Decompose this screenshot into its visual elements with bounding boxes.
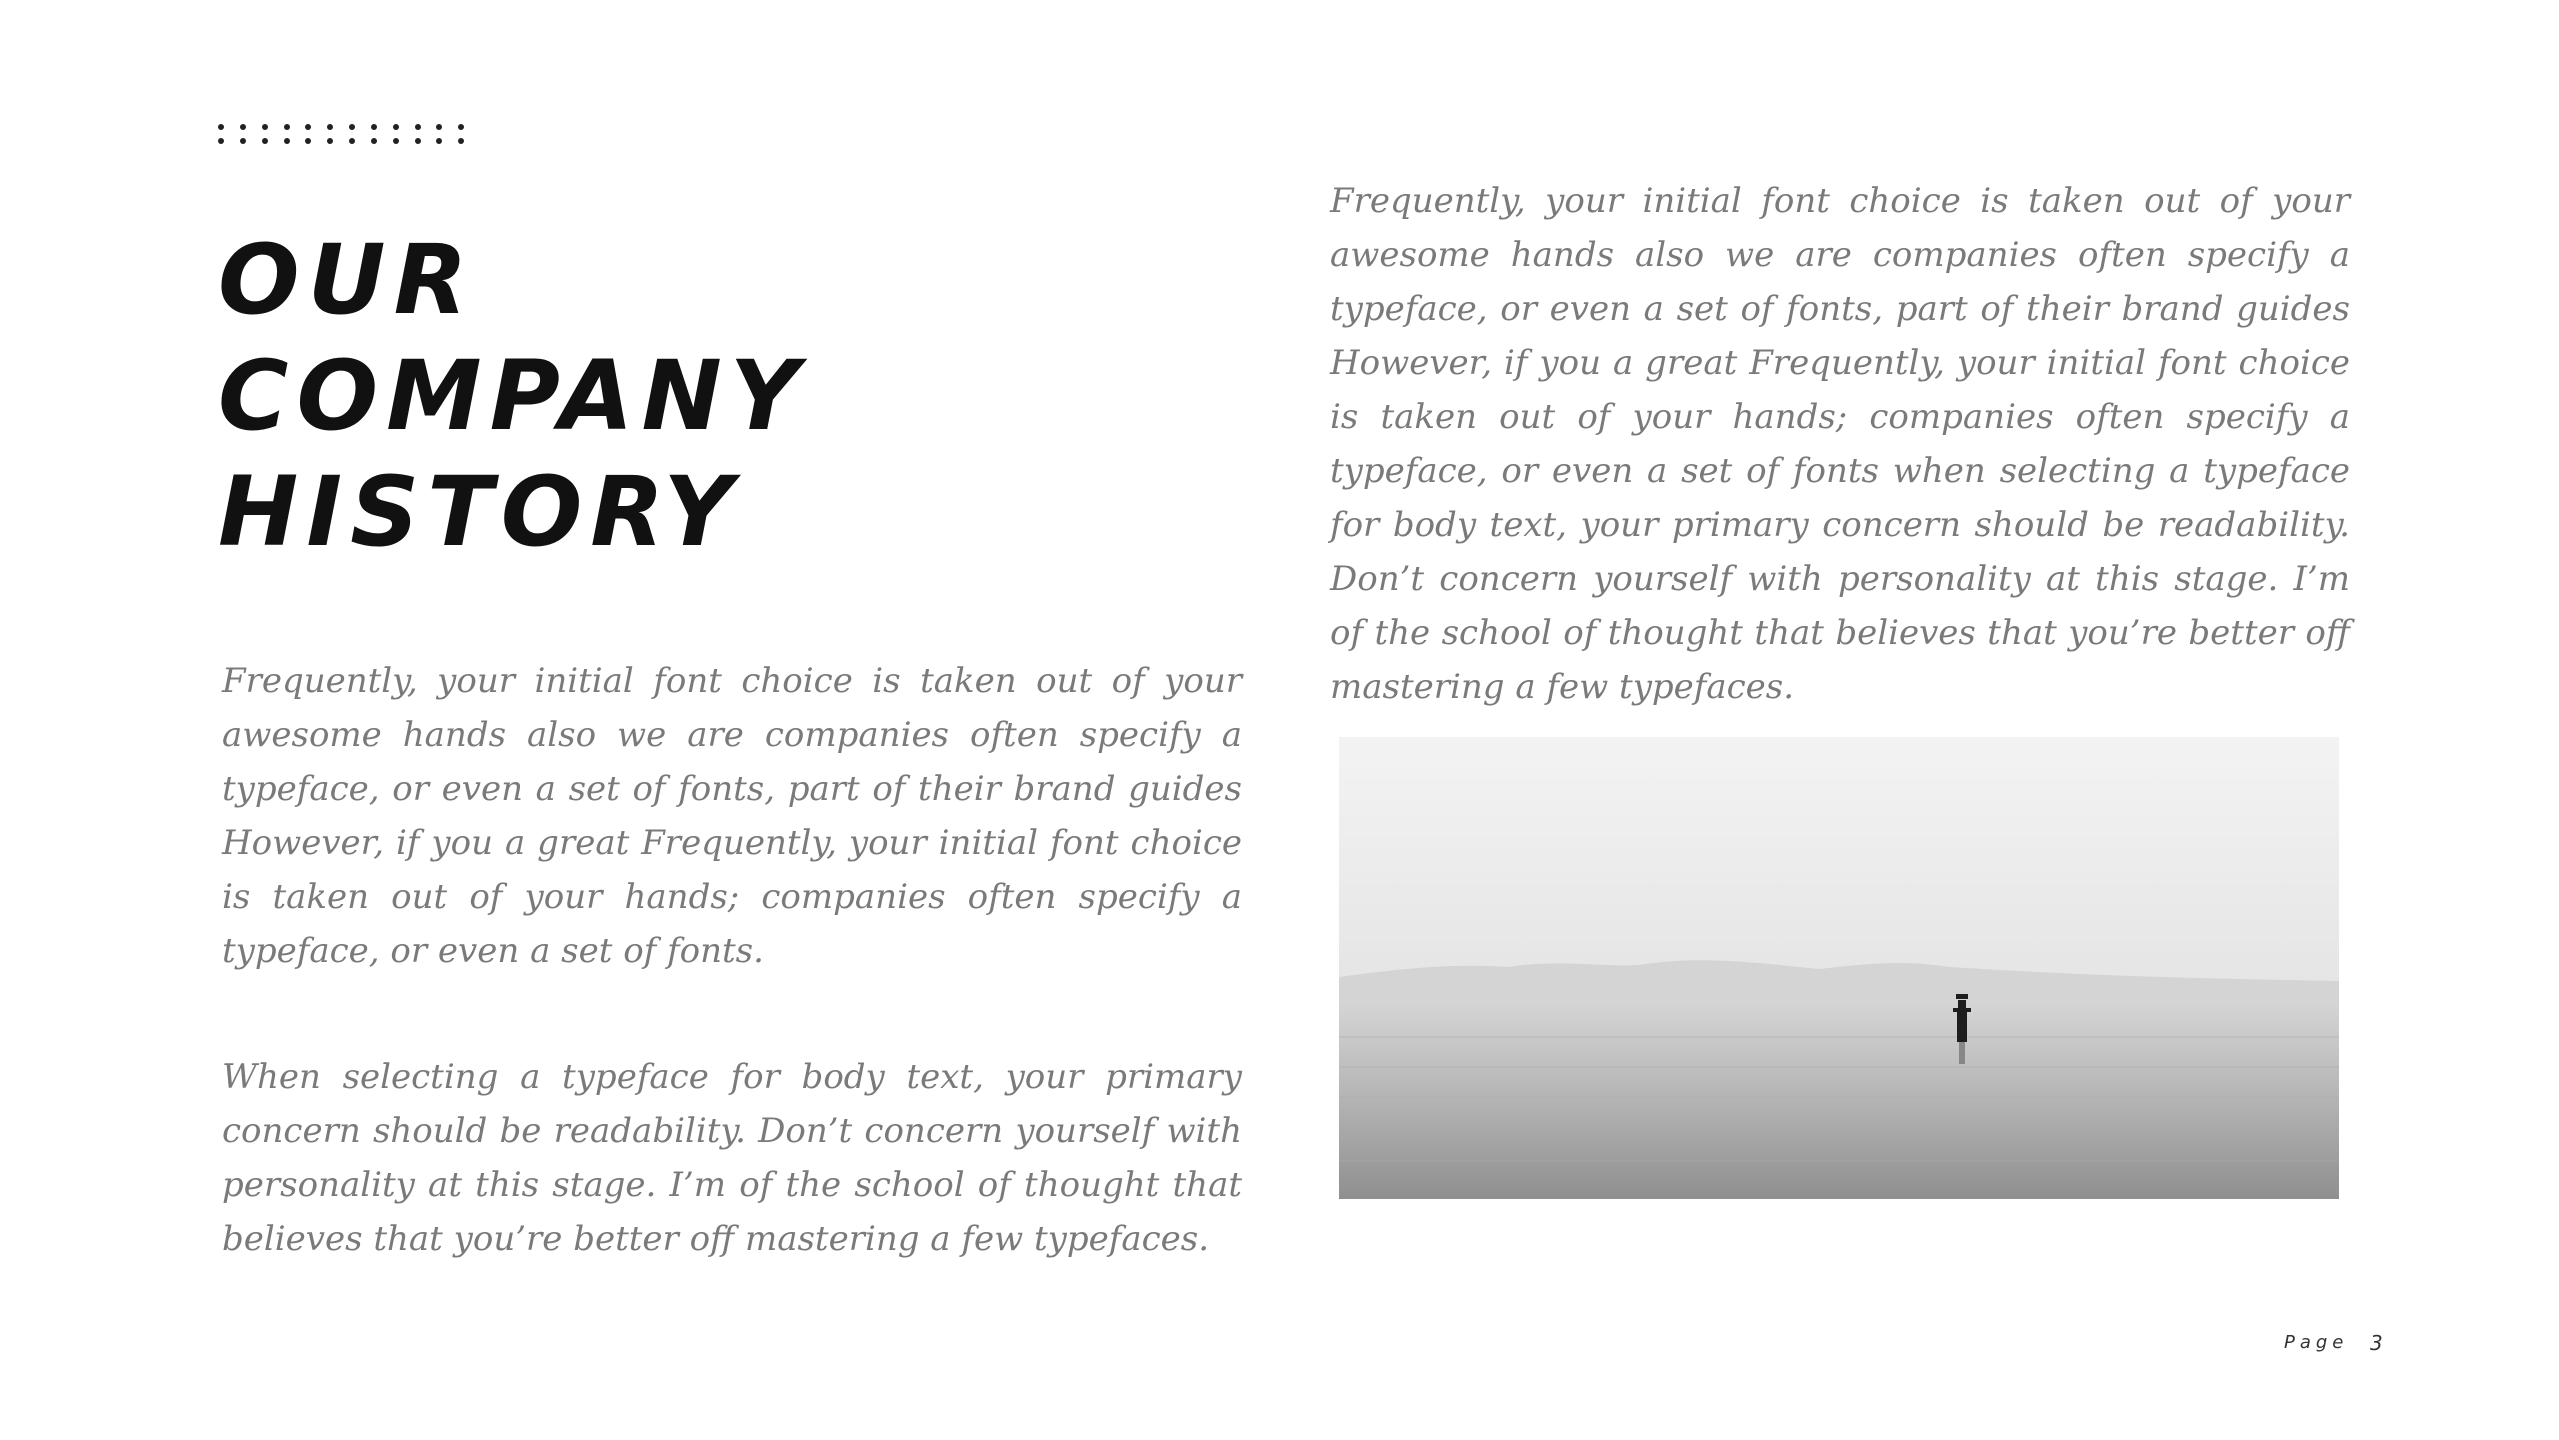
dot — [240, 124, 246, 130]
right-paragraph: Frequently, your initial font choice is taken out of your awesome hands also we are companies often specify a typeface, or even a set of fonts, part of their brand guides However, if you a great Frequently, your initial font choice is taken out of your hands; companies often specify a typeface, or even a set of fonts when selecting a typeface for body text, your primary concern should be readability. Don’t concern yourself with personality at this stage. I’m of the school of thought that believes that you’re better off mastering a few typefaces. — [1330, 181, 2350, 707]
title-line-3: HISTORY — [218, 456, 741, 568]
dot-grid-icon — [218, 124, 480, 146]
page-title — [218, 222, 807, 570]
page-number: 3 — [2370, 1331, 2383, 1355]
dot — [262, 124, 268, 130]
seascape-photo — [1339, 737, 2339, 1199]
title-line-1: OUR — [218, 224, 476, 336]
dot — [436, 124, 442, 130]
dot — [218, 138, 224, 144]
dot — [415, 124, 421, 130]
dot — [240, 138, 246, 144]
dot — [458, 138, 464, 144]
title-line-2: COMPANY — [218, 340, 808, 452]
page-label: Page — [2284, 1332, 2349, 1353]
dot — [393, 138, 399, 144]
dot — [371, 138, 377, 144]
dot — [327, 138, 333, 144]
left-paragraph-2: When selecting a typeface for body text, your primary concern should be readability. Don’t concern yourself with personality at this stage. I’m of the school of thought that believes that you’re better off mastering a few typefaces. — [222, 1057, 1242, 1259]
dot — [218, 124, 224, 130]
dot — [349, 124, 355, 130]
dot — [327, 124, 333, 130]
dot — [349, 138, 355, 144]
left-paragraph-1: Frequently, your initial font choice is taken out of your awesome hands also we are companies often specify a typeface, or even a set of fonts, part of their brand guides However, if you a great Frequently, your initial font choice is taken out of your hands; companies often specify a typeface, or even a set of fonts. — [222, 661, 1242, 971]
dot — [393, 124, 399, 130]
dot — [262, 138, 268, 144]
dot — [305, 138, 311, 144]
dot — [458, 124, 464, 130]
dot — [284, 138, 290, 144]
dot — [371, 124, 377, 130]
dot — [415, 138, 421, 144]
dot — [284, 124, 290, 130]
dot — [436, 138, 442, 144]
dot — [305, 124, 311, 130]
